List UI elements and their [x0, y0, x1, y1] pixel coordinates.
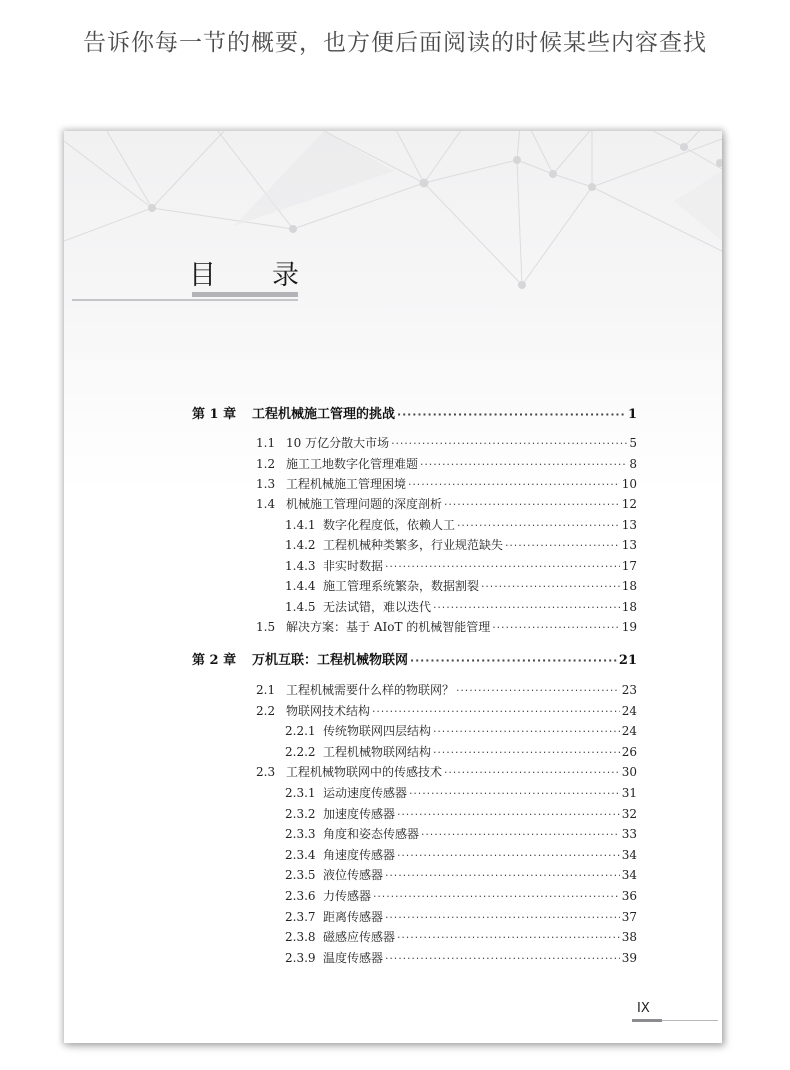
page-number: 13: [621, 538, 637, 552]
page-number: 19: [621, 620, 637, 634]
toc-subsection-2-3-1[interactable]: [285, 784, 637, 801]
section-title: 物联网技术结构: [286, 704, 371, 718]
leader-dots: [372, 704, 620, 718]
toc-section-1-5[interactable]: [256, 618, 637, 635]
caption-text: 告诉你每一节的概要，也方便后面阅读的时候某些内容查找: [83, 30, 707, 56]
page-number: 34: [621, 848, 637, 862]
toc-subsection-2-2-1[interactable]: [285, 722, 637, 739]
toc-section-2-1[interactable]: [256, 681, 637, 698]
leader-dots: [397, 848, 620, 862]
leader-dots: [433, 745, 620, 759]
subsection-number: 2.3.7: [285, 910, 316, 924]
page-number: 17: [621, 559, 637, 573]
leader-dots: [397, 407, 626, 422]
page-number: 34: [621, 868, 637, 882]
section-number: 1.5: [256, 620, 276, 634]
section-title: 机械施工管理问题的深度剖析: [286, 497, 443, 511]
toc-subsection-2-3-6[interactable]: [285, 887, 637, 904]
subsection-number: 1.4.2: [285, 538, 316, 552]
leader-dots: [456, 683, 620, 697]
leader-dots: [444, 497, 620, 511]
page-number: 24: [621, 704, 637, 718]
leader-dots: [391, 436, 627, 450]
subsection-number: 1.4.1: [285, 518, 316, 532]
page-number: 24: [621, 724, 637, 738]
subsection-number: 2.3.6: [285, 889, 316, 903]
subsection-number: 1.4.4: [285, 579, 316, 593]
subsection-number: 2.3.4: [285, 848, 316, 862]
toc-section-1-2[interactable]: [256, 455, 637, 472]
toc-section-1-4[interactable]: [256, 495, 637, 512]
subsection-title: 角速度传感器: [323, 848, 396, 862]
toc-subsection-2-3-3[interactable]: [285, 825, 637, 842]
network-pattern-decoration: [64, 131, 722, 331]
section-number: 1.4: [256, 497, 276, 511]
leader-dots: [385, 910, 620, 924]
toc-section-1-1[interactable]: [256, 434, 637, 451]
toc-subsection-1-4-1[interactable]: [285, 516, 637, 533]
section-number: 1.2: [256, 457, 276, 471]
leader-dots: [408, 477, 620, 491]
subsection-number: 2.3.3: [285, 827, 316, 841]
subsection-number: 2.3.2: [285, 807, 316, 821]
leader-dots: [457, 518, 620, 532]
page-number: 26: [621, 745, 637, 759]
leader-dots: [410, 653, 617, 668]
subsection-title: 运动速度传感器: [323, 786, 408, 800]
leader-dots: [385, 559, 620, 573]
section-title: 解决方案：基于 AIoT 的机械智能管理: [286, 620, 491, 634]
leader-dots: [373, 889, 620, 903]
toc-chapter-1[interactable]: [192, 403, 637, 422]
subsection-title: 工程机械物联网结构: [323, 745, 432, 759]
leader-dots: [421, 827, 620, 841]
leader-dots: [385, 951, 620, 965]
section-number: 2.1: [256, 683, 276, 697]
page-number: 13: [621, 518, 637, 532]
toc-section-2-2[interactable]: [256, 702, 637, 719]
toc-subsection-1-4-2[interactable]: [285, 536, 637, 553]
section-number: 2.2: [256, 704, 276, 718]
page-number: 18: [621, 600, 637, 614]
page-number: 39: [621, 951, 637, 965]
page-title: [189, 253, 299, 292]
page-number: 36: [621, 889, 637, 903]
folio-underline-rule: [662, 1020, 718, 1021]
subsection-title: 加速度传感器: [323, 807, 396, 821]
toc-subsection-1-4-3[interactable]: [285, 557, 637, 574]
subsection-number: 1.4.3: [285, 559, 316, 573]
title-underline-rule: [72, 299, 298, 301]
page-number: 38: [621, 930, 637, 944]
subsection-title: 施工管理系统繁杂，数据割裂: [323, 579, 480, 593]
chapter-number: 第 2 章: [192, 653, 237, 668]
chapter-title: 万机互联：工程机械物联网: [252, 653, 409, 668]
leader-dots: [492, 620, 619, 634]
section-title: 10 万亿分散大市场: [286, 436, 390, 450]
subsection-title: 数字化程度低，依赖人工: [323, 518, 456, 532]
leader-dots: [444, 765, 620, 779]
page-number: 31: [621, 786, 637, 800]
page-number: 5: [629, 436, 637, 450]
book-page: [64, 131, 722, 1043]
subsection-number: 2.3.5: [285, 868, 316, 882]
leader-dots: [420, 457, 627, 471]
subsection-title: 工程机械种类繁多，行业规范缺失: [323, 538, 504, 552]
page-number: 8: [629, 457, 637, 471]
toc-section-1-3[interactable]: [256, 475, 637, 492]
leader-dots: [397, 807, 620, 821]
title-char-1: 目: [189, 260, 216, 291]
subsection-number: 1.4.5: [285, 600, 316, 614]
page-number: 12: [621, 497, 637, 511]
toc-subsection-2-3-7[interactable]: [285, 908, 637, 925]
toc-subsection-2-3-9[interactable]: [285, 949, 637, 966]
subsection-title: 非实时数据: [323, 559, 384, 573]
subsection-title: 力传感器: [323, 889, 372, 903]
subsection-title: 角度和姿态传感器: [323, 827, 420, 841]
leader-dots: [397, 930, 620, 944]
subsection-number: 2.2.1: [285, 724, 316, 738]
subsection-title: 距离传感器: [323, 910, 384, 924]
section-number: 1.3: [256, 477, 276, 491]
section-number: 2.3: [256, 765, 276, 779]
leader-dots: [409, 786, 620, 800]
toc-chapter-2[interactable]: [192, 649, 637, 668]
toc-subsection-2-3-8[interactable]: [285, 928, 637, 945]
section-title: 工程机械需要什么样的物联网？: [286, 683, 455, 697]
section-title: 工程机械物联网中的传感技术: [286, 765, 443, 779]
toc-subsection-2-2-2[interactable]: [285, 743, 637, 760]
page-number: 30: [621, 765, 637, 779]
page-folio-number: IX: [637, 1001, 650, 1016]
title-underline-accent: [192, 292, 298, 297]
chapter-number: 第 1 章: [192, 407, 237, 422]
page-number: 33: [621, 827, 637, 841]
toc-section-2-3[interactable]: [256, 763, 637, 780]
section-title: 工程机械施工管理困境: [286, 477, 407, 491]
leader-dots: [481, 579, 620, 593]
subsection-number: 2.3.9: [285, 951, 316, 965]
page-number: 37: [621, 910, 637, 924]
title-char-2: 录: [272, 260, 299, 291]
toc-subsection-2-3-5[interactable]: [285, 866, 637, 883]
subsection-number: 2.2.2: [285, 745, 316, 759]
leader-dots: [433, 724, 620, 738]
page-number: 10: [621, 477, 637, 491]
toc-subsection-1-4-5[interactable]: [285, 598, 637, 615]
page-number: 21: [618, 653, 637, 668]
leader-dots: [505, 538, 620, 552]
page-number: 1: [627, 407, 637, 422]
subsection-number: 2.3.8: [285, 930, 316, 944]
page-number: 18: [621, 579, 637, 593]
toc-subsection-2-3-2[interactable]: [285, 805, 637, 822]
subsection-title: 液位传感器: [323, 868, 384, 882]
subsection-title: 温度传感器: [323, 951, 384, 965]
folio-underline-accent: [632, 1019, 662, 1022]
page-number: 32: [621, 807, 637, 821]
toc-subsection-1-4-4[interactable]: [285, 577, 637, 594]
page-number: 23: [621, 683, 637, 697]
toc-subsection-2-3-4[interactable]: [285, 846, 637, 863]
subsection-title: 无法试错，难以迭代: [323, 600, 432, 614]
section-number: 1.1: [256, 436, 276, 450]
leader-dots: [385, 868, 620, 882]
subsection-title: 传统物联网四层结构: [323, 724, 432, 738]
subsection-number: 2.3.1: [285, 786, 316, 800]
leader-dots: [433, 600, 620, 614]
subsection-title: 磁感应传感器: [323, 930, 396, 944]
chapter-title: 工程机械施工管理的挑战: [252, 407, 396, 422]
section-title: 施工工地数字化管理难题: [286, 457, 419, 471]
